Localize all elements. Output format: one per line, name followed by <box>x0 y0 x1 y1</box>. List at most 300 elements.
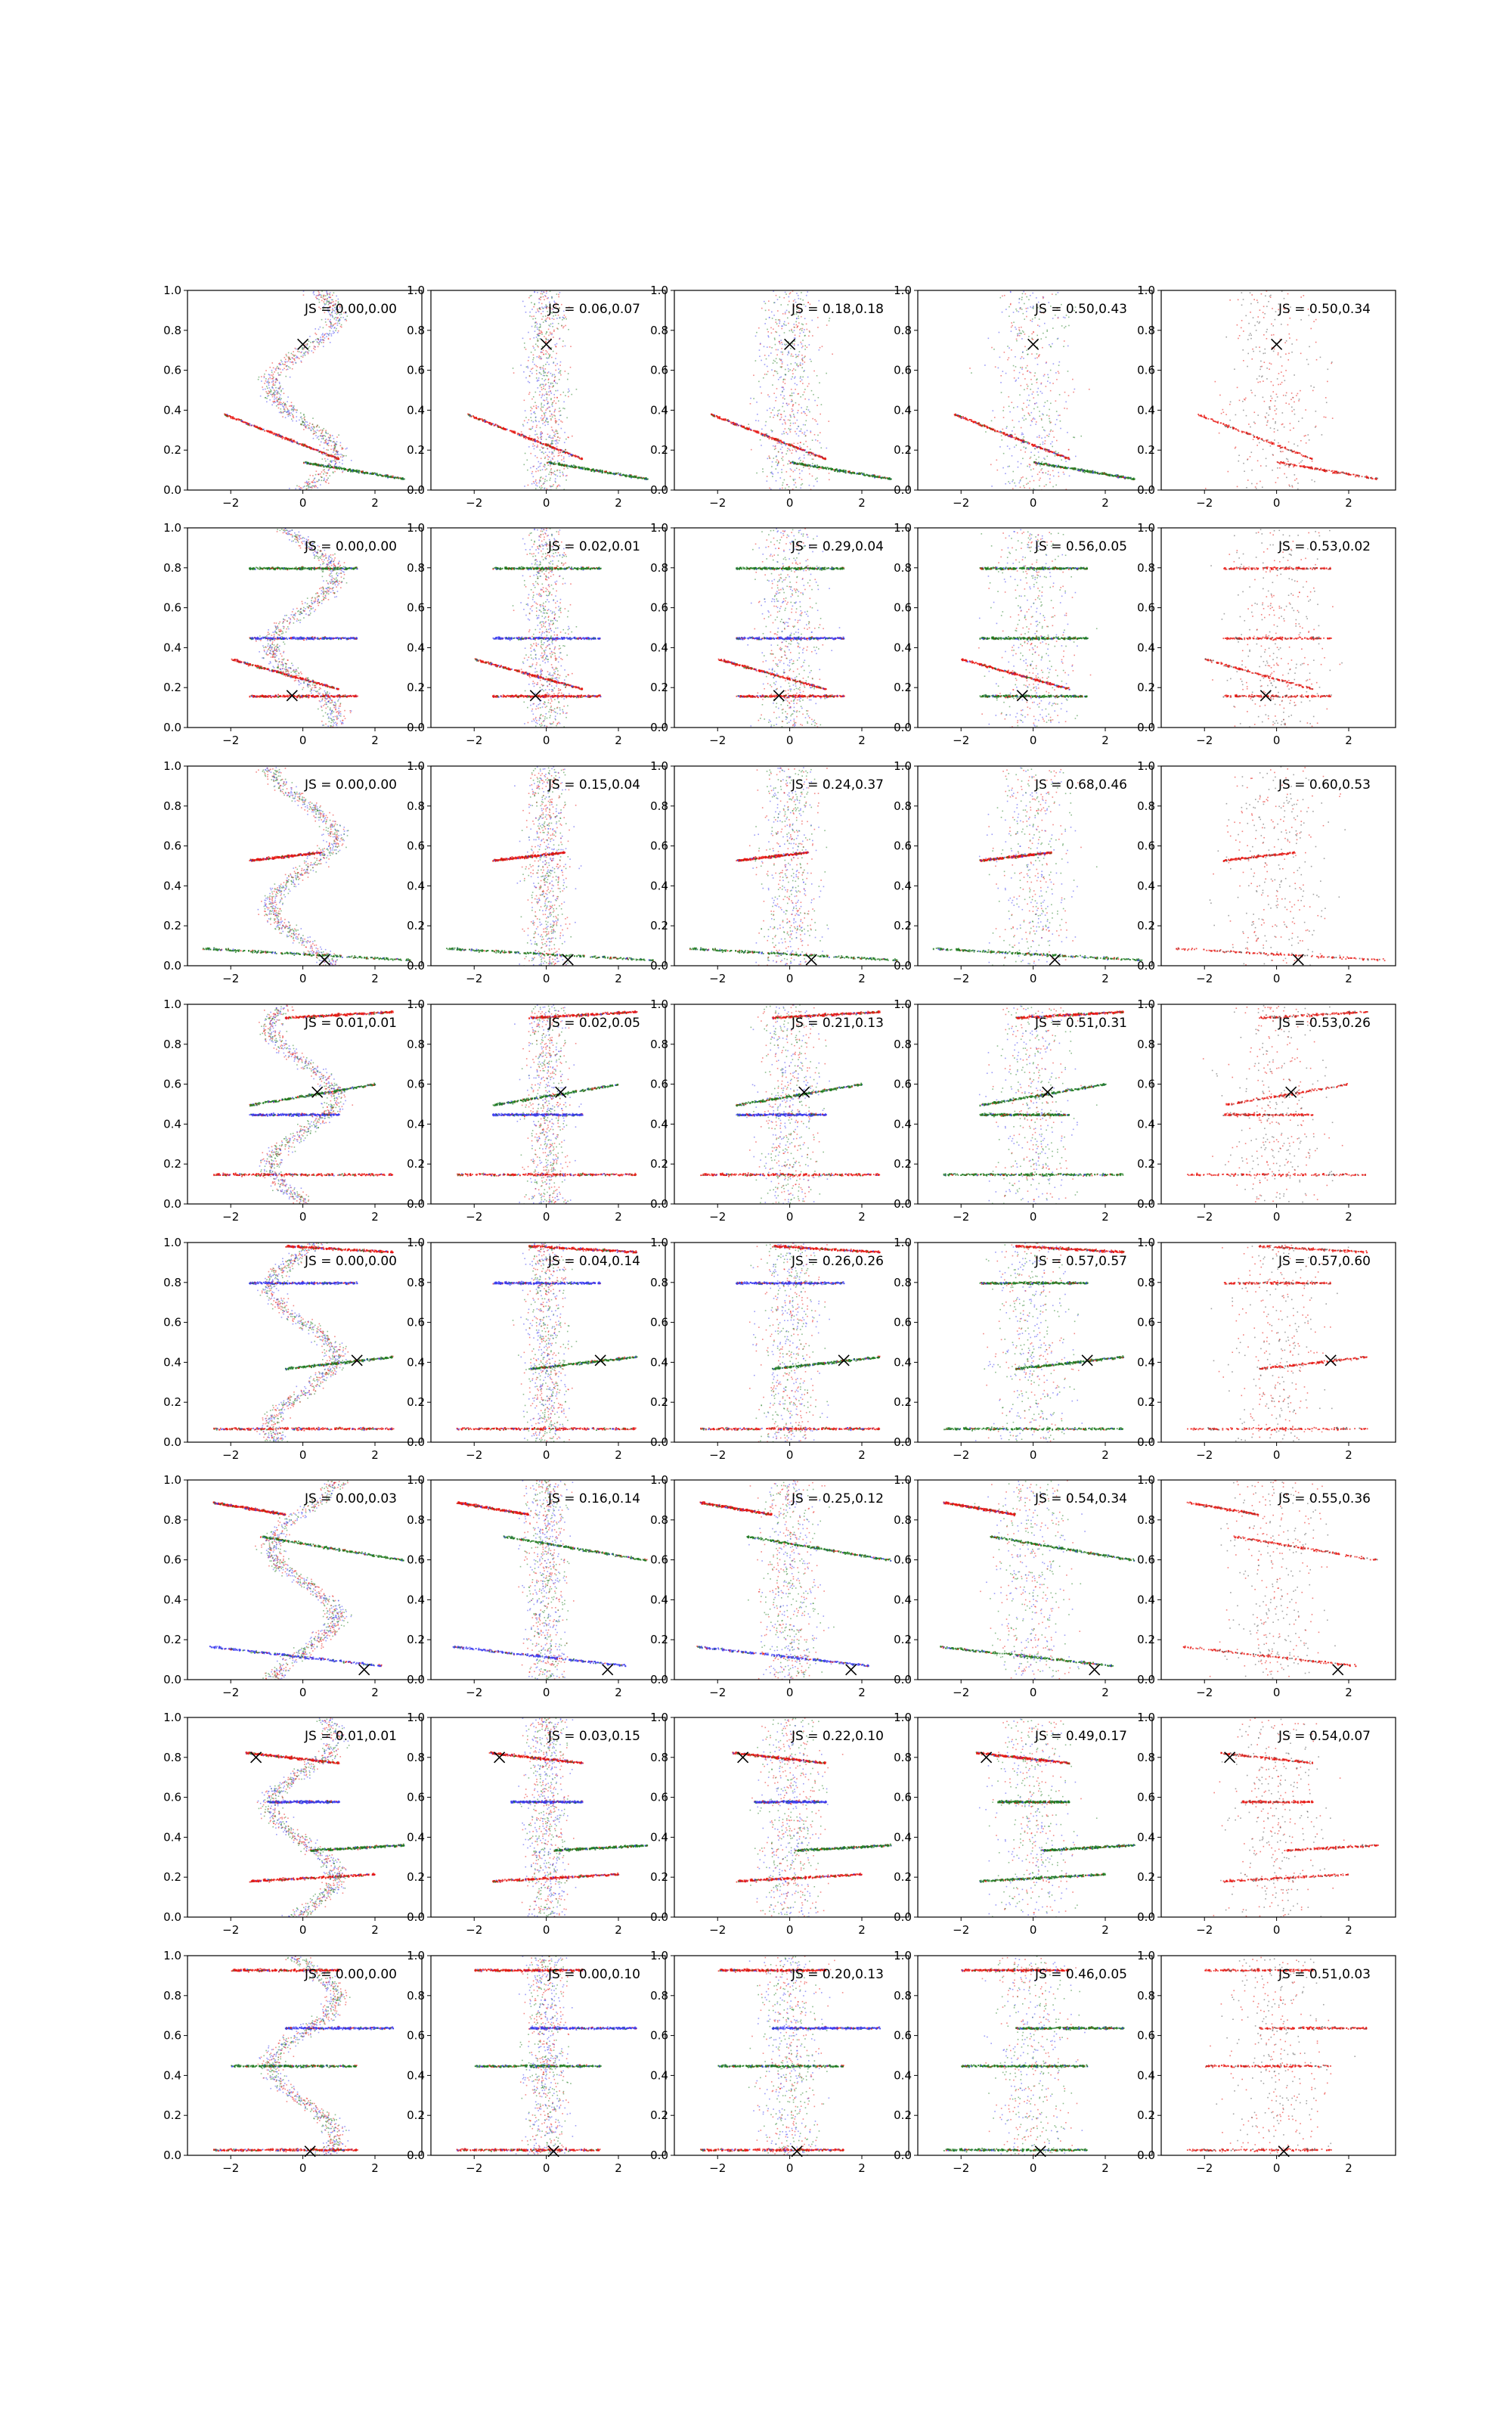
y-tick-label: 0.2 <box>1137 1870 1155 1884</box>
y-tick-label: 0.0 <box>894 1197 912 1211</box>
x-tick-label: −2 <box>709 1210 726 1224</box>
y-tick-label: 0.4 <box>650 1830 668 1844</box>
y-tick-label: 0.2 <box>650 1633 668 1646</box>
y-tick-label: 0.0 <box>650 1435 668 1449</box>
js-score-label: JS = 0.22,0.10 <box>791 1729 884 1744</box>
panel-r5-c5 <box>1137 1236 1396 1462</box>
panel-r3-c4 <box>894 759 1152 985</box>
y-tick-label: 0.6 <box>894 839 912 853</box>
y-tick-label: 0.8 <box>163 561 181 575</box>
panel-r7-c4 <box>894 1711 1152 1937</box>
y-tick-label: 0.4 <box>1137 1593 1155 1606</box>
x-tick-label: 0 <box>543 1923 550 1937</box>
x-tick-label: 0 <box>299 1210 307 1224</box>
x-tick-label: 2 <box>1101 1448 1109 1462</box>
x-tick-label: 2 <box>858 734 866 747</box>
y-tick-label: 0.0 <box>1137 2149 1155 2162</box>
x-tick-label: 0 <box>786 1686 794 1699</box>
y-tick-label: 0.4 <box>894 1830 912 1844</box>
panel-r7-c2 <box>407 1711 665 1937</box>
y-tick-label: 0.8 <box>163 1038 181 1051</box>
y-tick-label: 0.2 <box>163 681 181 694</box>
y-tick-label: 0.6 <box>407 1791 425 1804</box>
panel-r1-c2 <box>407 284 665 510</box>
y-tick-label: 0.0 <box>894 959 912 973</box>
y-tick-label: 1.0 <box>650 1711 668 1724</box>
y-tick-label: 0.2 <box>894 681 912 694</box>
y-tick-label: 0.2 <box>163 1633 181 1646</box>
y-tick-label: 1.0 <box>1137 521 1155 535</box>
y-tick-label: 1.0 <box>894 284 912 297</box>
y-tick-label: 0.4 <box>894 1355 912 1369</box>
y-tick-label: 0.6 <box>650 364 668 377</box>
x-tick-label: −2 <box>466 972 482 985</box>
y-tick-label: 0.0 <box>407 959 425 973</box>
y-tick-label: 0.0 <box>407 2149 425 2162</box>
js-score-label: JS = 0.00,0.00 <box>304 1967 397 1982</box>
x-tick-label: 2 <box>1101 2161 1109 2175</box>
x-tick-label: −2 <box>1196 1448 1213 1462</box>
y-tick-label: 1.0 <box>650 1236 668 1249</box>
y-tick-label: 1.0 <box>163 1949 181 1962</box>
y-tick-label: 1.0 <box>894 521 912 535</box>
y-tick-label: 0.4 <box>407 1117 425 1131</box>
x-tick-label: 0 <box>299 972 307 985</box>
y-tick-label: 0.0 <box>163 721 181 734</box>
x-tick-label: 2 <box>1101 1210 1109 1224</box>
y-tick-label: 0.6 <box>163 1316 181 1329</box>
y-tick-label: 0.2 <box>894 2108 912 2122</box>
panel-r1-c5 <box>1137 284 1396 510</box>
y-tick-label: 0.4 <box>163 641 181 654</box>
y-tick-label: 0.0 <box>1137 721 1155 734</box>
y-tick-label: 0.8 <box>407 1513 425 1527</box>
y-tick-label: 0.6 <box>1137 2029 1155 2043</box>
y-tick-label: 0.2 <box>1137 681 1155 694</box>
panel-r3-c5 <box>1137 759 1396 985</box>
y-tick-label: 0.8 <box>650 1276 668 1289</box>
y-tick-label: 0.8 <box>1137 1751 1155 1764</box>
x-tick-label: −2 <box>222 972 239 985</box>
y-tick-label: 1.0 <box>894 997 912 1011</box>
panel-r2-c4 <box>894 521 1152 747</box>
js-score-label: JS = 0.29,0.04 <box>791 539 884 554</box>
panel-r1-c1 <box>163 284 422 510</box>
y-tick-label: 1.0 <box>894 759 912 773</box>
y-tick-label: 0.8 <box>894 1038 912 1051</box>
y-tick-label: 0.6 <box>163 1553 181 1567</box>
y-tick-label: 0.6 <box>650 839 668 853</box>
x-tick-label: −2 <box>953 1448 969 1462</box>
x-tick-label: 2 <box>371 1448 379 1462</box>
y-tick-label: 0.2 <box>407 919 425 932</box>
x-tick-label: 0 <box>299 496 307 510</box>
y-tick-label: 0.4 <box>650 641 668 654</box>
js-score-label: JS = 0.56,0.05 <box>1034 539 1127 554</box>
y-tick-label: 0.6 <box>650 1791 668 1804</box>
x-tick-label: 0 <box>543 972 550 985</box>
y-tick-label: 1.0 <box>650 1473 668 1487</box>
y-tick-label: 0.8 <box>1137 1989 1155 2003</box>
y-tick-label: 1.0 <box>1137 997 1155 1011</box>
x-tick-label: 0 <box>299 1923 307 1937</box>
x-tick-label: 0 <box>1030 1448 1037 1462</box>
y-tick-label: 1.0 <box>407 521 425 535</box>
y-tick-label: 0.2 <box>407 681 425 694</box>
js-score-label: JS = 0.46,0.05 <box>1034 1967 1127 1982</box>
js-score-label: JS = 0.50,0.43 <box>1034 302 1127 317</box>
y-tick-label: 1.0 <box>407 1236 425 1249</box>
x-tick-label: −2 <box>1196 1210 1213 1224</box>
js-score-label: JS = 0.57,0.57 <box>1034 1254 1127 1269</box>
y-tick-label: 0.2 <box>407 443 425 457</box>
y-tick-label: 0.4 <box>894 403 912 417</box>
panel-r8-c2 <box>407 1949 665 2175</box>
y-tick-label: 0.6 <box>894 1791 912 1804</box>
js-score-label: JS = 0.24,0.37 <box>791 777 884 793</box>
panel-r7-c3 <box>650 1711 909 1937</box>
y-tick-label: 0.0 <box>894 1435 912 1449</box>
y-tick-label: 0.0 <box>163 1673 181 1686</box>
x-tick-label: 2 <box>1345 1210 1352 1224</box>
y-tick-label: 1.0 <box>1137 759 1155 773</box>
y-tick-label: 0.2 <box>894 1870 912 1884</box>
js-score-label: JS = 0.55,0.36 <box>1278 1491 1371 1506</box>
y-tick-label: 0.2 <box>407 1870 425 1884</box>
panel-r7-c1 <box>163 1711 422 1937</box>
y-tick-label: 0.2 <box>1137 2108 1155 2122</box>
y-tick-label: 0.4 <box>894 2068 912 2082</box>
y-tick-label: 0.8 <box>894 799 912 813</box>
y-tick-label: 0.4 <box>1137 641 1155 654</box>
y-tick-label: 0.4 <box>1137 879 1155 892</box>
y-tick-label: 0.8 <box>894 324 912 337</box>
y-tick-label: 0.4 <box>407 879 425 892</box>
js-score-label: JS = 0.00,0.10 <box>547 1967 640 1982</box>
x-tick-label: 0 <box>299 1686 307 1699</box>
js-score-label: JS = 0.00,0.03 <box>304 1491 397 1506</box>
x-tick-label: 0 <box>786 1923 794 1937</box>
x-tick-label: −2 <box>709 972 726 985</box>
x-tick-label: 2 <box>858 1448 866 1462</box>
y-tick-label: 0.0 <box>1137 1197 1155 1211</box>
y-tick-label: 0.4 <box>650 879 668 892</box>
y-tick-label: 0.2 <box>1137 1157 1155 1171</box>
x-tick-label: −2 <box>1196 1923 1213 1937</box>
x-tick-label: 2 <box>1101 1923 1109 1937</box>
js-score-label: JS = 0.53,0.02 <box>1278 539 1371 554</box>
y-tick-label: 1.0 <box>894 1711 912 1724</box>
panel-r1-c3 <box>650 284 909 510</box>
y-tick-label: 0.4 <box>1137 1355 1155 1369</box>
panel-r4-c5 <box>1137 997 1396 1224</box>
y-tick-label: 0.6 <box>894 601 912 615</box>
x-tick-label: −2 <box>953 1686 969 1699</box>
x-tick-label: 0 <box>1273 734 1281 747</box>
x-tick-label: 2 <box>615 496 622 510</box>
y-tick-label: 1.0 <box>650 759 668 773</box>
y-tick-label: 0.8 <box>894 561 912 575</box>
y-tick-label: 0.8 <box>1137 324 1155 337</box>
x-tick-label: 0 <box>299 734 307 747</box>
y-tick-label: 0.2 <box>894 443 912 457</box>
x-tick-label: −2 <box>953 972 969 985</box>
y-tick-label: 0.2 <box>650 2108 668 2122</box>
y-tick-label: 0.6 <box>407 1316 425 1329</box>
y-tick-label: 0.8 <box>407 799 425 813</box>
panel-r8-c3 <box>650 1949 909 2175</box>
y-tick-label: 0.0 <box>1137 959 1155 973</box>
y-tick-label: 0.8 <box>650 1513 668 1527</box>
y-tick-label: 0.4 <box>163 1830 181 1844</box>
y-tick-label: 0.8 <box>1137 1276 1155 1289</box>
y-tick-label: 0.8 <box>1137 1513 1155 1527</box>
y-tick-label: 0.0 <box>163 483 181 497</box>
y-tick-label: 0.2 <box>650 681 668 694</box>
y-tick-label: 0.8 <box>650 1989 668 2003</box>
y-tick-label: 0.2 <box>407 1395 425 1409</box>
x-tick-label: 0 <box>786 496 794 510</box>
x-tick-label: 2 <box>858 972 866 985</box>
y-tick-label: 1.0 <box>1137 1473 1155 1487</box>
y-tick-label: 0.0 <box>650 1673 668 1686</box>
y-tick-label: 0.0 <box>407 1197 425 1211</box>
y-tick-label: 0.8 <box>894 1989 912 2003</box>
y-tick-label: 0.8 <box>163 1989 181 2003</box>
y-tick-label: 0.4 <box>407 1593 425 1606</box>
y-tick-label: 0.6 <box>163 601 181 615</box>
x-tick-label: 0 <box>299 1448 307 1462</box>
x-tick-label: −2 <box>466 1923 482 1937</box>
y-tick-label: 0.0 <box>650 1197 668 1211</box>
x-tick-label: 2 <box>1345 2161 1352 2175</box>
y-tick-label: 0.0 <box>894 2149 912 2162</box>
y-tick-label: 0.2 <box>163 919 181 932</box>
panel-r6-c4 <box>894 1473 1152 1699</box>
x-tick-label: 0 <box>1273 496 1281 510</box>
panel-r2-c1 <box>163 521 422 747</box>
x-tick-label: −2 <box>709 2161 726 2175</box>
y-tick-label: 0.8 <box>407 1276 425 1289</box>
x-tick-label: 0 <box>1030 496 1037 510</box>
x-tick-label: 0 <box>543 1210 550 1224</box>
panel-r6-c1 <box>163 1473 422 1699</box>
panel-r5-c1 <box>163 1236 422 1462</box>
x-tick-label: 2 <box>858 1210 866 1224</box>
y-tick-label: 0.4 <box>163 403 181 417</box>
y-tick-label: 0.0 <box>650 2149 668 2162</box>
y-tick-label: 0.0 <box>650 721 668 734</box>
x-tick-label: −2 <box>709 1448 726 1462</box>
x-tick-label: −2 <box>1196 972 1213 985</box>
x-tick-label: 2 <box>371 972 379 985</box>
y-tick-label: 1.0 <box>1137 1711 1155 1724</box>
y-tick-label: 0.4 <box>650 2068 668 2082</box>
x-tick-label: 2 <box>1101 734 1109 747</box>
panel-r6-c5 <box>1137 1473 1396 1699</box>
panel-r3-c3 <box>650 759 909 985</box>
y-tick-label: 0.4 <box>1137 1117 1155 1131</box>
y-tick-label: 1.0 <box>1137 1236 1155 1249</box>
panel-r3-c1 <box>163 759 422 985</box>
x-tick-label: 2 <box>615 1923 622 1937</box>
js-score-label: JS = 0.15,0.04 <box>547 777 640 793</box>
y-tick-label: 0.2 <box>163 1395 181 1409</box>
y-tick-label: 1.0 <box>407 284 425 297</box>
y-tick-label: 0.2 <box>894 1395 912 1409</box>
panel-r5-c2 <box>407 1236 665 1462</box>
x-tick-label: 2 <box>615 734 622 747</box>
x-tick-label: 2 <box>1345 1448 1352 1462</box>
y-tick-label: 0.0 <box>894 1910 912 1924</box>
y-tick-label: 0.2 <box>1137 1395 1155 1409</box>
y-tick-label: 0.4 <box>894 641 912 654</box>
y-tick-label: 0.0 <box>894 721 912 734</box>
x-tick-label: −2 <box>222 734 239 747</box>
y-tick-label: 0.0 <box>407 1910 425 1924</box>
x-tick-label: −2 <box>1196 734 1213 747</box>
x-tick-label: −2 <box>953 496 969 510</box>
x-tick-label: 2 <box>1101 1686 1109 1699</box>
y-tick-label: 0.8 <box>650 1038 668 1051</box>
y-tick-label: 1.0 <box>650 997 668 1011</box>
y-tick-label: 1.0 <box>163 759 181 773</box>
x-tick-label: 2 <box>371 1686 379 1699</box>
x-tick-label: −2 <box>709 496 726 510</box>
x-tick-label: −2 <box>953 734 969 747</box>
y-tick-label: 0.6 <box>894 2029 912 2043</box>
x-tick-label: 2 <box>371 1210 379 1224</box>
y-tick-label: 1.0 <box>407 1711 425 1724</box>
y-tick-label: 0.6 <box>1137 601 1155 615</box>
y-tick-label: 0.8 <box>407 324 425 337</box>
x-tick-label: 2 <box>615 972 622 985</box>
y-tick-label: 1.0 <box>407 1949 425 1962</box>
y-tick-label: 0.6 <box>163 839 181 853</box>
x-tick-label: −2 <box>222 496 239 510</box>
js-score-label: JS = 0.01,0.01 <box>304 1729 397 1744</box>
y-tick-label: 0.6 <box>650 2029 668 2043</box>
js-score-label: JS = 0.00,0.00 <box>304 1254 397 1269</box>
y-tick-label: 0.8 <box>407 561 425 575</box>
y-tick-label: 0.8 <box>1137 561 1155 575</box>
y-tick-label: 0.2 <box>1137 443 1155 457</box>
y-tick-label: 0.4 <box>650 1593 668 1606</box>
panel-r8-c1 <box>163 1949 422 2175</box>
y-tick-label: 0.2 <box>650 443 668 457</box>
x-tick-label: −2 <box>222 1923 239 1937</box>
x-tick-label: 2 <box>371 496 379 510</box>
y-tick-label: 0.0 <box>163 2149 181 2162</box>
x-tick-label: 0 <box>543 2161 550 2175</box>
y-tick-label: 0.8 <box>163 1751 181 1764</box>
x-tick-label: 0 <box>1273 972 1281 985</box>
y-tick-label: 0.8 <box>1137 1038 1155 1051</box>
x-tick-label: 2 <box>858 1686 866 1699</box>
y-tick-label: 0.0 <box>650 1910 668 1924</box>
y-tick-label: 1.0 <box>163 1473 181 1487</box>
y-tick-label: 0.2 <box>650 1395 668 1409</box>
y-tick-label: 0.0 <box>163 1910 181 1924</box>
y-tick-label: 0.4 <box>407 1355 425 1369</box>
y-tick-label: 0.0 <box>407 1673 425 1686</box>
y-tick-label: 0.0 <box>1137 1673 1155 1686</box>
y-tick-label: 0.4 <box>894 1117 912 1131</box>
js-score-label: JS = 0.54,0.34 <box>1034 1491 1127 1506</box>
x-tick-label: 0 <box>543 496 550 510</box>
y-tick-label: 1.0 <box>163 521 181 535</box>
js-score-label: JS = 0.57,0.60 <box>1278 1254 1371 1269</box>
y-tick-label: 1.0 <box>163 1711 181 1724</box>
y-tick-label: 0.0 <box>650 959 668 973</box>
y-tick-label: 0.4 <box>894 1593 912 1606</box>
js-score-label: JS = 0.03,0.15 <box>547 1729 640 1744</box>
y-tick-label: 0.4 <box>650 1355 668 1369</box>
y-tick-label: 1.0 <box>163 1236 181 1249</box>
y-tick-label: 0.6 <box>1137 364 1155 377</box>
y-tick-label: 0.8 <box>650 324 668 337</box>
y-tick-label: 0.4 <box>1137 403 1155 417</box>
y-tick-label: 0.8 <box>163 324 181 337</box>
y-tick-label: 0.6 <box>407 1078 425 1091</box>
js-score-label: JS = 0.00,0.00 <box>304 302 397 317</box>
y-tick-label: 0.0 <box>163 1435 181 1449</box>
x-tick-label: −2 <box>466 1686 482 1699</box>
y-tick-label: 0.4 <box>407 1830 425 1844</box>
js-score-label: JS = 0.04,0.14 <box>547 1254 640 1269</box>
x-tick-label: 2 <box>615 1686 622 1699</box>
y-tick-label: 0.2 <box>407 1157 425 1171</box>
y-tick-label: 0.4 <box>407 403 425 417</box>
y-tick-label: 0.8 <box>407 1751 425 1764</box>
x-tick-label: 2 <box>1345 734 1352 747</box>
y-tick-label: 0.8 <box>650 1751 668 1764</box>
y-tick-label: 1.0 <box>650 1949 668 1962</box>
panel-r2-c2 <box>407 521 665 747</box>
x-tick-label: −2 <box>222 1686 239 1699</box>
y-tick-label: 0.2 <box>650 1157 668 1171</box>
y-tick-label: 1.0 <box>894 1473 912 1487</box>
js-score-label: JS = 0.06,0.07 <box>547 302 640 317</box>
y-tick-label: 0.6 <box>407 1553 425 1567</box>
js-score-label: JS = 0.18,0.18 <box>791 302 884 317</box>
y-tick-label: 0.4 <box>407 641 425 654</box>
y-tick-label: 0.8 <box>650 561 668 575</box>
panel-r4-c2 <box>407 997 665 1224</box>
js-score-label: JS = 0.53,0.26 <box>1278 1016 1371 1031</box>
y-tick-label: 0.8 <box>894 1751 912 1764</box>
x-tick-label: −2 <box>222 2161 239 2175</box>
x-tick-label: 0 <box>1030 1923 1037 1937</box>
x-tick-label: −2 <box>466 496 482 510</box>
panel-r6-c2 <box>407 1473 665 1699</box>
x-tick-label: 2 <box>615 1210 622 1224</box>
x-tick-label: −2 <box>709 1686 726 1699</box>
x-tick-label: −2 <box>709 734 726 747</box>
js-score-label: JS = 0.02,0.01 <box>547 539 640 554</box>
y-tick-label: 0.4 <box>163 1593 181 1606</box>
y-tick-label: 1.0 <box>407 1473 425 1487</box>
js-score-label: JS = 0.51,0.03 <box>1278 1967 1371 1982</box>
x-tick-label: 0 <box>1030 972 1037 985</box>
y-tick-label: 0.6 <box>894 1078 912 1091</box>
x-tick-label: 0 <box>786 734 794 747</box>
y-tick-label: 0.0 <box>1137 483 1155 497</box>
x-tick-label: 0 <box>1273 1210 1281 1224</box>
y-tick-label: 1.0 <box>894 1236 912 1249</box>
y-tick-label: 0.6 <box>1137 839 1155 853</box>
js-score-label: JS = 0.68,0.46 <box>1034 777 1127 793</box>
